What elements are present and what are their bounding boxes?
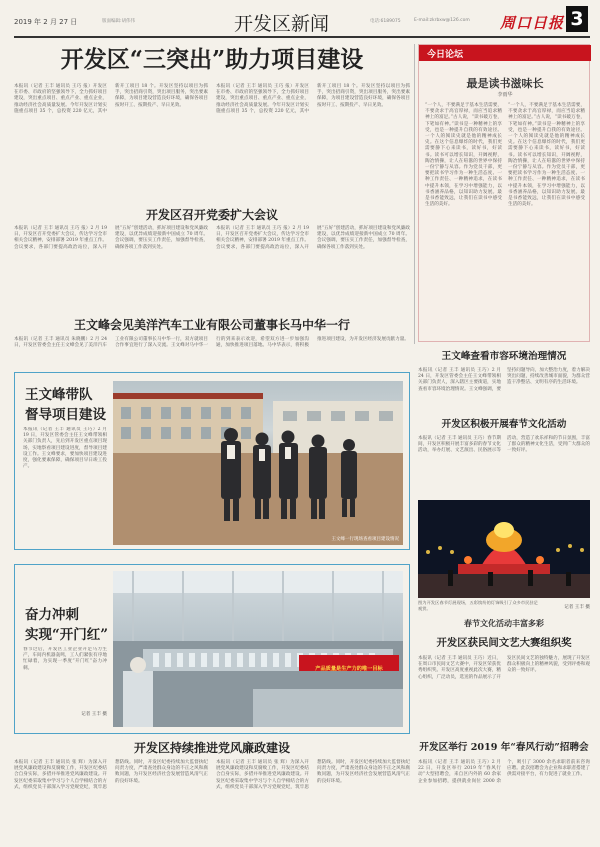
email-address: E-mail:zkrbxw@126.com [414,18,470,23]
lead-body-cont: 本报讯（记者 王丰 通讯员 王巧 报）开发区在市委、市政府的坚强领导下，全力抓好项目建设，突出重点项目、重点产业、重点企业，推动经济社会高质量发展。今年开发区计划实施重点项目 35 个，总投资 220 亿元，其中新开工项目 18 个。开发区坚持以项目为抓手，突出招商引资，突出项目服务，突出要素保障，为项目建设营造良好环境，确保各项目按时开工、按期投产、早日见效。 [216,84,410,114]
culture-subhead: 春节文化活动丰富多彩 [464,618,544,628]
story1-box [14,372,410,550]
story2-photo [113,571,403,727]
lead-headline: 开发区“三突出”助力项目建设 [60,46,364,73]
culture-photo [418,500,590,598]
env-body: 本报讯（记者 王丰 通讯员 王巧）2 月 24 日，开发区管委会主任王文峰带领相关部门负责人，深入辖区主要街道，实地查看市容环境治理情况。王文峰强调，要坚持问题导向，加大整治力度，着力解决突出问题，持续改善城市面貌，为群众营造干净整洁、文明有序的生活环境。 [418,368,590,392]
forum-body-cont: “一个人，不要满足于基本生活需要，不要贪求于高官厚禄，而应当追求精神上的富足。”古人说，“读书破万卷，下笔如有神。”读书是一种精神上的享受，也是一种提升自我的有效途径。一个人的阅读史就是他的精神成长史。在这个信息爆炸的时代，我们更需要静下心来读书，读好书，好读书。读书可以增长知识，开阔视野，陶冶情操，让人在喧嚣的世界中保持一份宁静与从容。作为党员干部，更要把读书学习作为一种生活态度、一种工作责任、一种精神追求，在读书中提升本领，在学习中增强能力，以书香涵养品格，以知识助力发展。最是书香能致远，让我们在读书中感受生活的美好。 [508,103,585,208]
recruit-body: 本报讯（记者 王丰 通讯员 王巧）2 月 22 日，开发区举行 2019 年“春风行动”大型招聘会，来自区内外的 60 余家企业参加招聘，提供就业岗位 2000 余个，吸引了 3000 余名求职者前来咨询应聘。此次招聘会为企业和求职者搭建了供需对接平台，有力促进了就业工作。 [418,760,590,784]
forum-author: 李雨华 [497,92,513,98]
factory-banner-text: 产品质量是生产力的唯一目标 [315,666,383,672]
meeting-headline: 王文峰会见美洋汽车工业有限公司董事长马中华一行 [73,318,350,332]
forum-box [418,44,590,342]
factory-banner [299,655,399,671]
culture-photo-byline: 记者 王丰 摄 [564,605,590,610]
forum-body-col [425,103,585,337]
phone-number: 电话:6189075 [370,19,401,24]
lantern-show-scene [418,500,590,598]
issue-date: 2019 年 2 月 27 日 [14,18,78,26]
masthead [14,6,590,36]
story1-photo-caption: 王文峰一行现场查看项目建设情况 [331,537,399,542]
env-headline: 王文峰查看市容环境治理情况 [441,351,567,362]
award-body-col [418,656,590,736]
culture-body-col [418,436,590,498]
story2-body: 春节过后，开发区工业企业开足马力生产，车间内机器轰鸣，工人们紧张有序地忙碌着，为实现一季度“开门红”奋力冲刺。 [23,647,107,671]
forum-body: “一个人，不要满足于基本生活需要，不要贪求于高官厚禄，而应当追求精神上的富足。”古人说，“读书破万卷，下笔如有神。”读书是一种精神上的享受，也是一种提升自我的有效途径。一个人的阅读史就是他的精神成长史。在这个信息爆炸的时代，我们更需要静下心来读书，读好书，好读书。读书可以增长知识，开阔视野，陶冶情操，让人在喧嚣的世界中保持一份宁静与从容。作为党员干部，更要把读书学习作为一种生活态度、一种工作责任、一种精神追求，在读书中提升本领，在学习中增强能力，以书香涵养品格，以知识助力发展。最是书香能致远，让我们在读书中感受生活的美好。 [425,103,502,208]
discipline-body-cont: 本报讯（记者 王丰 通讯员 张 辉）为深入开展党风廉政建设和反腐败工作，开发区纪委结合自身实际，多措并举推进党风廉政建设。开发区纪委采取集中学习与个人自学相结合的方式，组织党员干部深入学习党规党纪，筑牢思想防线。同时，开发区纪委持续加大监督执纪问责力度，严肃查处群众身边的不正之风和腐败问题，为开发区经济社会发展营造风清气正的良好环境。 [216,760,410,790]
party-body-col [14,226,410,310]
story2-photo-scene [113,571,403,727]
meeting-body-col [14,337,410,369]
story1-photo [113,381,403,545]
forum-label-box [419,45,591,61]
discipline-body: 本报讯（记者 王丰 通讯员 张 辉）为深入开展党风廉政建设和反腐败工作，开发区纪委结合自身实际，多措并举推进党风廉政建设。开发区纪委采取集中学习与个人自学相结合的方式，组织党员干部深入学习党规党纪，筑牢思想防线。同时，开发区纪委持续加大监督执纪问责力度，严肃查处群众身边的不正之风和腐败问题，为开发区经济社会发展营造风清气正的良好环境。 [14,760,208,790]
page-number: 3 [570,8,584,30]
editor-credit: 版面编辑:胡伟伟 [102,19,136,24]
culture-headline: 开发区积极开展春节文化活动 [441,419,567,430]
party-body: 本报讯（记者 王丰 通讯员 王巧 报）2 月 19 日，开发区召开党委扩大会议，传达学习全市相关会议精神，安排部署 2019 年重点工作。会议要求，各部门要提高政治站位，深入开展“五好”创建活动，抓好项目建设和党风廉政建设，以优异成绩迎接新中国成立 70 周年。会议强调，要压实工作责任，加强督导检查，确保各项工作落到实处。 [14,226,208,250]
culture-body: 本报讯（记者 王丰 通讯员 王巧）春节期间，开发区积极开展丰富多彩的春节文化活动，举办灯展、文艺演出、民俗展示等活动，营造了欢乐祥和的节日氛围，丰富了群众的精神文化生活，受到广大群众的一致好评。 [418,436,590,454]
lead-body-col [14,84,410,204]
lead-body: 本报讯（记者 王丰 通讯员 王巧 报）开发区在市委、市政府的坚强领导下，全力抓好项目建设，突出重点项目、重点产业、重点企业，推动经济社会高质量发展。今年开发区计划实施重点项目 35 个，总投资 220 亿元，其中新开工项目 18 个。开发区坚持以项目为抓手，突出招商引资，突出项目服务，突出要素保障，为项目建设营造良好环境，确保各项目按时开工、按期投产、早日见效。 [14,84,208,114]
award-body: 本报讯（记者 王丰 通讯员 王巧）近日，在周口市民间文艺大赛中，开发区荣获优秀组织奖。开发区高度重视此次大赛，精心组织，广泛动员，选送的作品展示了开发区民间文艺的独特魅力，展现了开发区群众积极向上的精神风貌，受到评委和观众的一致好评。 [418,656,590,680]
story2-headline-2: 实现“开门红” [25,627,109,643]
masthead-rule [14,36,590,38]
story1-photo-scene [113,381,403,545]
meeting-body: 本报讯（记者 王丰 通讯员 朱晓鹏）2 月 24 日，开发区管委会主任王文峰会见了美洋汽车工业有限公司董事长马中华一行，双方就项目合作事宜进行了深入交流。王文峰对马中华一行的到来表示欢迎，希望双方进一步加强沟通，加快推进项目落地。马中华表示，将积极推进项目建设，为开发区经济发展贡献力量。 [14,337,409,349]
forum-label: 今日论坛 [427,50,464,60]
recruit-body-col [418,760,590,840]
forum-title: 最是读书滋味长 [466,77,544,90]
story1-body: 本报讯（记者 王丰 通讯员 王巧）2 月 19 日，开发区管委会主任王文峰带领相关部门负责人，先后到开发区重点项目现场，实地察看项目建设进度，督导项目建设工作。王文峰要求，要加快项目建设进度，强化要素保障，确保项目早日竣工投产。 [23,427,107,470]
right-column-rule [414,44,415,344]
page-number-badge [566,6,588,32]
story1-headline-2: 督导项目建设 [25,407,106,423]
recruit-headline: 开发区举行 2019 年“春风行动”招聘会 [419,742,589,753]
discipline-headline: 开发区持续推进党风廉政建设 [133,741,290,755]
story2-byline: 记者 王丰 摄 [81,712,107,717]
story1-headline-1: 王文峰带队 [25,387,93,403]
award-headline: 开发区获民间文艺大赛组织奖 [436,637,572,649]
culture-photo-caption: 图为开发区春节灯展现场，五彩缤纷的灯饰吸引了众多市民驻足观赏。 [418,600,538,611]
newspaper-logo: 周口日报 [500,14,565,32]
party-body-cont: 本报讯（记者 王丰 通讯员 王巧 报）2 月 19 日，开发区召开党委扩大会议，传达学习全市相关会议精神，安排部署 2019 年重点工作。会议要求，各部门要提高政治站位，深入开展“五好”创建活动，抓好项目建设和党风廉政建设，以优异成绩迎接新中国成立 70 周年。会议强调，要压实工作责任，加强督导检查，确保各项工作落到实处。 [216,226,410,250]
discipline-body-col [14,760,410,840]
env-body-col [418,368,590,412]
party-headline: 开发区召开党委扩大会议 [145,208,278,222]
story2-headline-1: 奋力冲刺 [25,607,79,623]
section-title: 开发区新闻 [234,13,330,35]
story2-box [14,564,410,734]
